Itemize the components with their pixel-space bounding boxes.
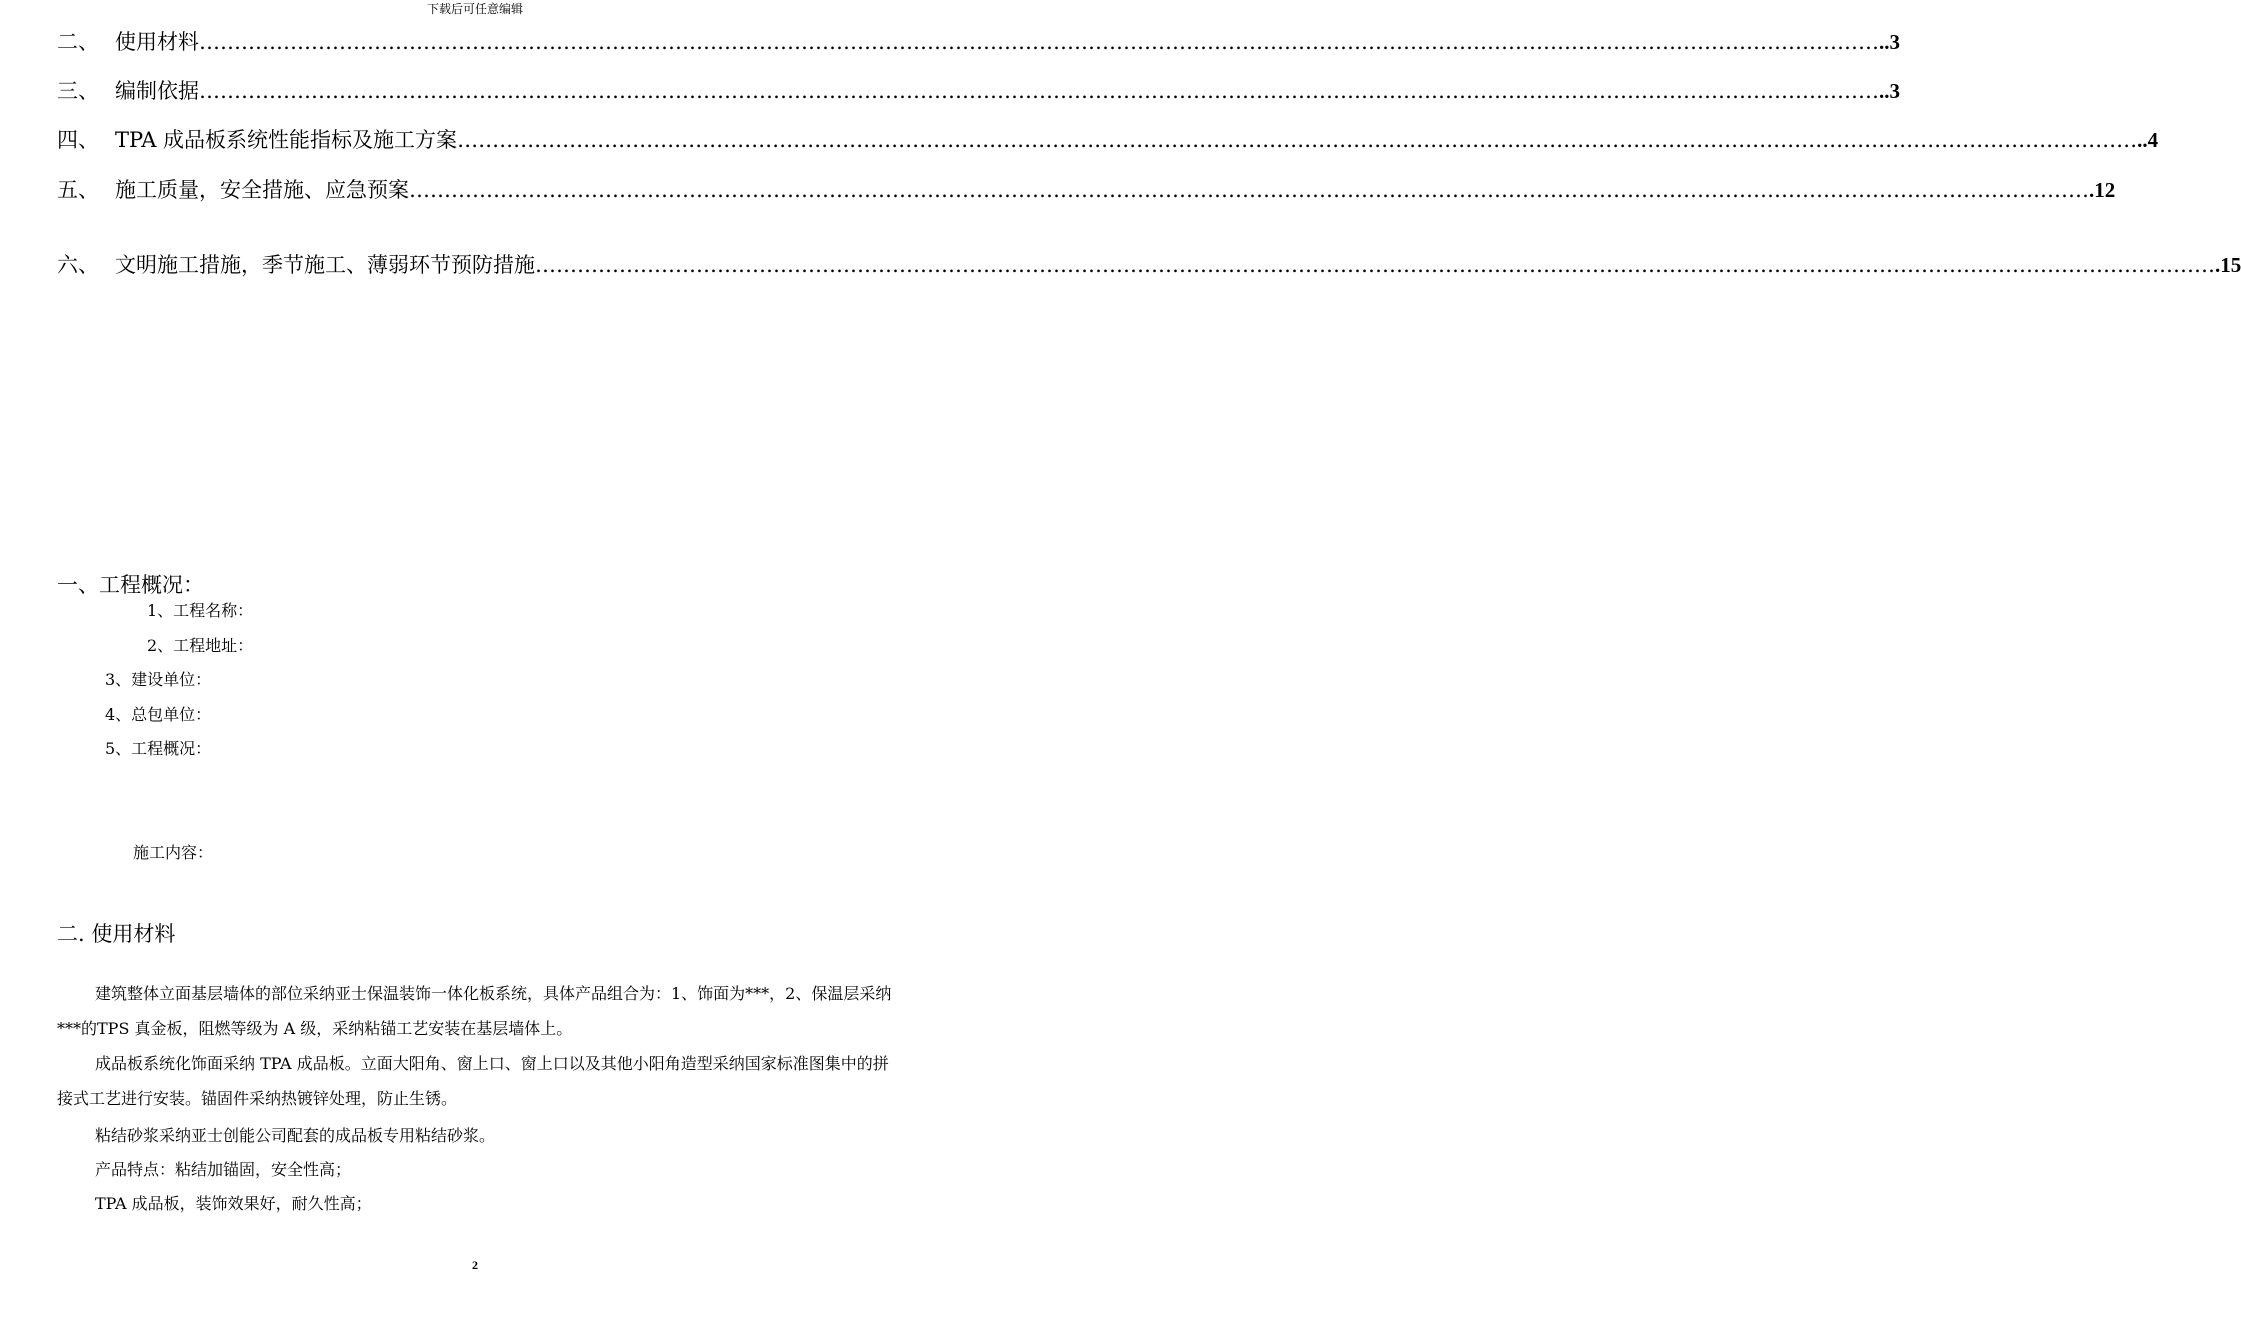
toc-page: ..3 — [1879, 79, 1900, 103]
toc-entry[interactable] — [57, 75, 1900, 105]
page-header: 下载后可任意编辑 — [426, 2, 523, 16]
toc-title: 使用材料 — [115, 30, 199, 54]
toc-leader-dots: …………………………………………………………………………………………………………………………………………………………………………………………………………………… — [409, 178, 2089, 202]
toc-number: 六、 — [57, 253, 99, 277]
toc-title: 施工质量，安全措施、应急预案 — [115, 178, 409, 202]
toc-page: .15 — [2215, 253, 2241, 277]
toc-leader-dots: …………………………………………………………………………………………………………………………………………………………………………………………………………………… — [535, 253, 2215, 277]
toc-entry[interactable] — [57, 124, 2159, 154]
paragraph: 产品特点：粘结加锚固，安全性高； — [95, 1160, 352, 1179]
toc-number: 四、 — [57, 128, 99, 152]
toc-page: ..4 — [2137, 128, 2159, 152]
toc-leader-dots: …………………………………………………………………………………………………………………………………………………………………………………………………………………… — [199, 30, 1879, 54]
list-item: 5、工程概况： — [105, 739, 212, 758]
toc-entry[interactable] — [57, 26, 1900, 56]
toc-entry[interactable] — [57, 249, 2241, 279]
paragraph: 建筑整体立面基层墙体的部位采纳亚士保温装饰一体化板系统，具体产品组合为：1、饰面为***，2、保温层采纳***的TPS 真金板，阻燃等级为 A 级，采纳粘锚工艺安装在基层墙体上。 — [57, 984, 892, 1038]
toc-title: TPA 成品板系统性能指标及施工方案 — [115, 128, 458, 152]
section-heading: 一、工程概况： — [57, 573, 204, 597]
toc-title: 文明施工措施，季节施工、薄弱环节预防措施 — [115, 253, 535, 277]
paragraph: 粘结砂浆采纳亚士创能公司配套的成品板专用粘结砂浆。 — [95, 1126, 496, 1145]
list-item: 2、工程地址： — [147, 636, 254, 655]
content-label: 施工内容： — [133, 843, 214, 862]
list-item: 3、建设单位： — [105, 670, 212, 689]
toc-page: ..3 — [1879, 30, 1900, 54]
list-item: 1、工程名称： — [147, 601, 254, 620]
toc-number: 二、 — [57, 30, 99, 54]
toc-number: 五、 — [57, 178, 99, 202]
toc-title: 编制依据 — [115, 79, 199, 103]
toc-leader-dots: …………………………………………………………………………………………………………………………………………………………………………………………………………………… — [457, 128, 2138, 152]
toc-entry[interactable] — [57, 174, 2116, 204]
paragraph: TPA 成品板，装饰效果好，耐久性高； — [95, 1194, 372, 1213]
page-number: 2 — [472, 1258, 478, 1272]
toc-number: 三、 — [57, 79, 99, 103]
toc-page: .12 — [2089, 178, 2116, 202]
toc-leader-dots: …………………………………………………………………………………………………………………………………………………………………………………………………………………… — [199, 79, 1879, 103]
paragraph: 成品板系统化饰面采纳 TPA 成品板。立面大阳角、窗上口、窗上口以及其他小阳角造型采纳国家标准图集中的拼接式工艺进行安装。锚固件采纳热镀锌处理，防止生锈。 — [57, 1054, 889, 1108]
list-item: 4、总包单位： — [105, 705, 212, 724]
section-heading: 二. 使用材料 — [57, 922, 176, 946]
